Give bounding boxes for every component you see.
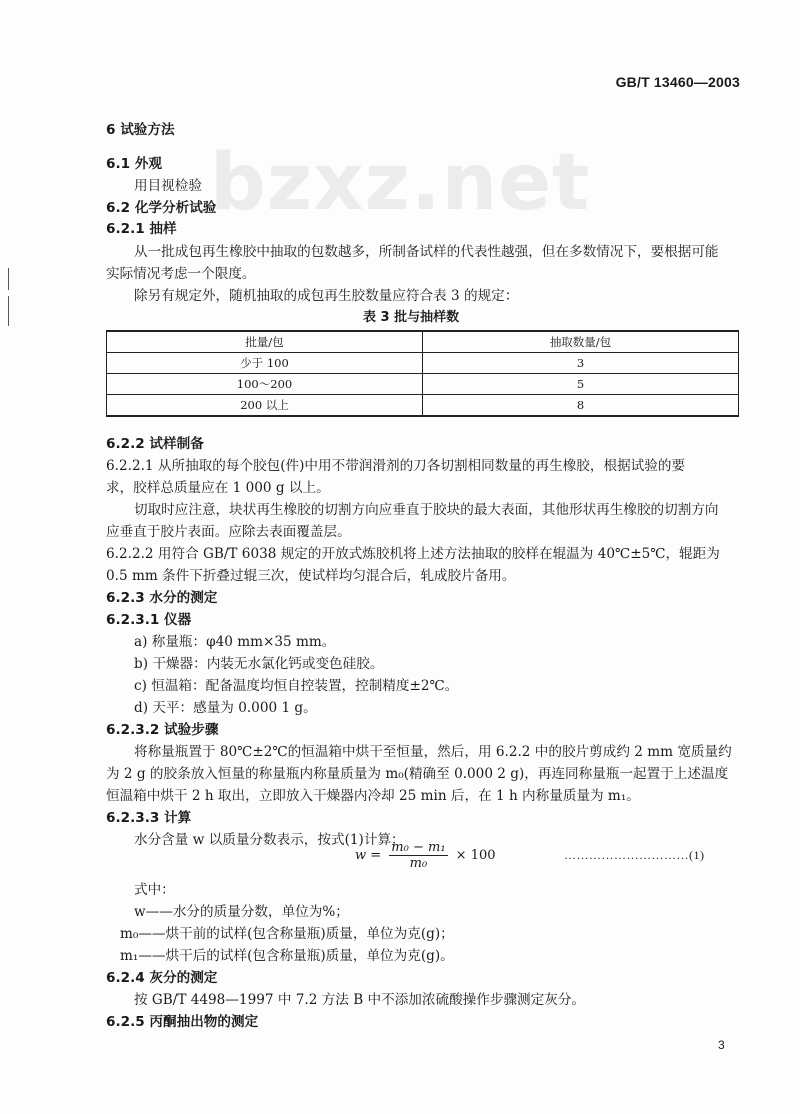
equation-1 xyxy=(355,840,496,871)
scan-mark xyxy=(8,296,9,326)
paragraph-line: 应垂直于胶片表面。应除去表面覆盖层。 xyxy=(106,524,351,540)
table-row xyxy=(107,353,739,374)
paragraph-line: 0.5 mm 条件下折叠过辊三次，使试样均匀混合后，轧成胶片备用。 xyxy=(106,568,516,584)
paragraph-line: 6.2.2.1 从所抽取的每个胶包(件)中用不带润滑剂的刀各切割相同数量的再生橡胶，根据试验的要 xyxy=(106,458,686,474)
paragraph-line: 为 2 g 的胶条放入恒量的称量瓶内称量质量为 m₀(精确至 0.000 2 g)，再连同称量瓶一起置于上述温度 xyxy=(106,766,729,782)
equation-numerator: m₀ − m₁ xyxy=(391,840,446,855)
paragraph-line: 实际情况考虑一个限度。 xyxy=(106,266,256,282)
table-cell: 8 xyxy=(423,395,739,417)
paragraph-line: 求，胶样总质量应在 1 000 g 以上。 xyxy=(106,480,330,496)
table-cell: 100～200 xyxy=(107,374,423,395)
list-item: a) 称量瓶：φ40 mm×35 mm。 xyxy=(134,634,336,650)
where-label: 式中： xyxy=(134,882,175,898)
paragraph-line: 6.2.2.2 用符合 GB/T 6038 规定的开放式炼胶机将上述方法抽取的胶样在辊温为 40℃±5℃，辊距为 xyxy=(106,546,720,562)
paragraph-line: 将称量瓶置于 80℃±2℃的恒温箱中烘干至恒量，然后，用 6.2.2 中的胶片剪成约 2 mm 宽质量约 xyxy=(134,744,732,760)
section-6-2-2-heading: 6.2.2 试样制备 xyxy=(106,436,204,452)
equation-lhs: w = xyxy=(355,848,382,863)
list-item: b) 干燥器：内装无水氯化钙或变色硅胶。 xyxy=(134,656,384,672)
table-caption: 表 3 批与抽样数 xyxy=(363,310,460,325)
section-6-1-heading: 6.1 外观 xyxy=(106,156,163,172)
section-6-2-5-heading: 6.2.5 丙酮抽出物的测定 xyxy=(106,1014,259,1030)
section-6-2-3-3-heading: 6.2.3.3 计算 xyxy=(106,810,192,826)
paragraph-line: 除另有规定外，随机抽取的成包再生胶数量应符合表 3 的规定： xyxy=(134,288,519,304)
section-6-2-3-1-heading: 6.2.3.1 仪器 xyxy=(106,612,192,628)
equation-number: …………………………(1) xyxy=(564,848,705,862)
paragraph-line: 按 GB/T 4498—1997 中 7.2 方法 B 中不添加浓硫酸操作步骤测定灰分。 xyxy=(134,992,586,1008)
list-item: c) 恒温箱：配备温度均恒自控装置，控制精度±2℃。 xyxy=(134,678,459,694)
table-cell: 3 xyxy=(423,353,739,374)
paragraph-line: 水分含量 w 以质量分数表示，按式(1)计算： xyxy=(134,832,405,848)
table-row xyxy=(107,374,739,395)
list-item: d) 天平：感量为 0.000 1 g。 xyxy=(134,700,317,716)
paragraph-line: 切取时应注意，块状再生橡胶的切割方向应垂直于胶块的最大表面，其他形状再生橡胶的切割方向 xyxy=(134,502,719,518)
table-cell: 5 xyxy=(423,374,739,395)
definition-line: m₀——烘干前的试样(包含称量瓶)质量，单位为克(g)； xyxy=(120,926,454,942)
equation-denominator: m₀ xyxy=(409,856,428,871)
table-cell: 200 以上 xyxy=(107,395,423,417)
definition-line: m₁——烘干后的试样(包含称量瓶)质量，单位为克(g)。 xyxy=(120,948,454,964)
table-header-cell: 批量/包 xyxy=(107,331,423,353)
section-6-2-3-2-heading: 6.2.3.2 试验步骤 xyxy=(106,722,219,738)
scan-mark xyxy=(8,268,9,290)
section-6-heading: 6 试验方法 xyxy=(106,122,175,138)
equation-fraction xyxy=(389,840,447,871)
section-6-2-4-heading: 6.2.4 灰分的测定 xyxy=(106,970,218,986)
page-number: 3 xyxy=(718,1038,726,1052)
table-header-cell: 抽取数量/包 xyxy=(423,331,739,353)
standard-number: GB/T 13460—2003 xyxy=(615,74,740,90)
equation-rhs: × 100 xyxy=(455,848,496,863)
section-6-1-body: 用目视检验 xyxy=(134,178,202,194)
definition-line: w——水分的质量分数，单位为%； xyxy=(134,904,349,920)
paragraph-line: 恒温箱中烘干 2 h 取出，立即放入干燥器内冷却 25 min 后，在 1 h 内称量质量为 m₁。 xyxy=(106,788,640,804)
watermark: bzxz.net xyxy=(210,138,591,228)
table-row xyxy=(107,395,739,417)
section-6-2-heading: 6.2 化学分析试验 xyxy=(106,200,217,216)
table-3 xyxy=(106,330,739,417)
table-header-row xyxy=(107,331,739,353)
table-cell: 少于 100 xyxy=(107,353,423,374)
section-6-2-1-heading: 6.2.1 抽样 xyxy=(106,221,177,237)
section-6-2-3-heading: 6.2.3 水分的测定 xyxy=(106,590,218,606)
paragraph-line: 从一批成包再生橡胶中抽取的包数越多，所制备试样的代表性越强，但在多数情况下，要根据可能 xyxy=(134,244,719,260)
